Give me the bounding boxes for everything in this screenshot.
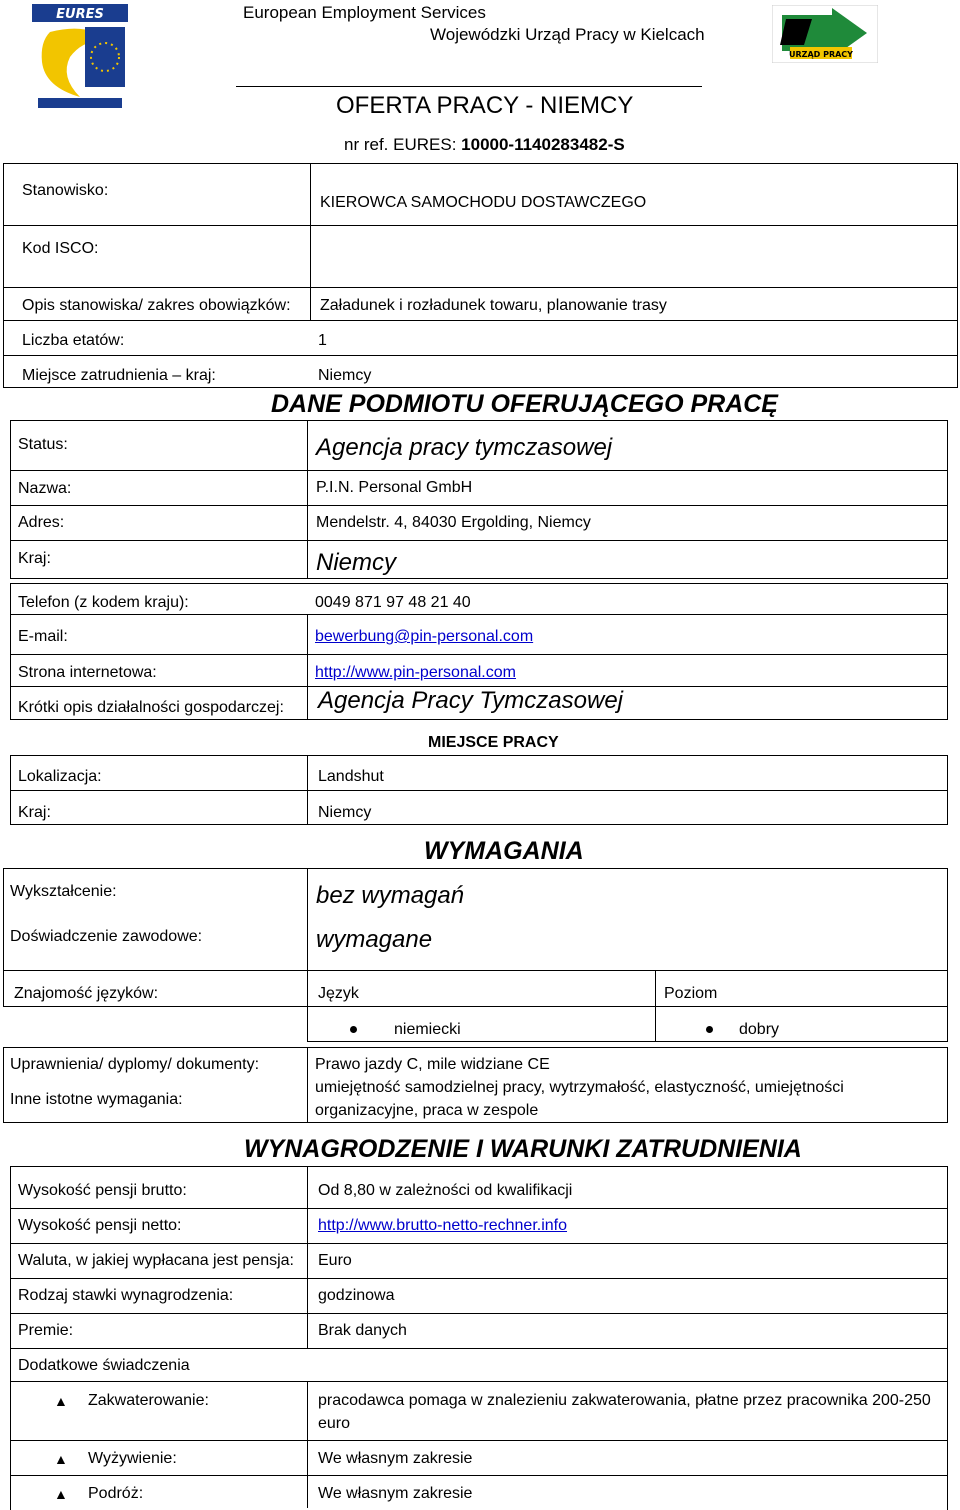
requirements-section-title: WYMAGANIA: [424, 837, 584, 865]
employer-section-title: DANE PODMIOTU OFERUJĄCEGO PRACĘ: [271, 390, 778, 418]
page-title: OFERTA PRACY - NIEMCY: [336, 92, 634, 119]
dodatkowe-label: Dodatkowe świadczenia: [18, 1357, 190, 1374]
brutto-label: Wysokość pensji brutto:: [18, 1182, 187, 1199]
svg-text:URZĄD PRACY: URZĄD PRACY: [789, 50, 853, 59]
uprawnienia-label: Uprawnienia/ dyplomy/ dokumenty:: [10, 1056, 260, 1073]
level-bullet: [706, 1026, 713, 1033]
jezyki-label: Znajomość języków:: [14, 985, 159, 1002]
language-name: niemiecki: [394, 1021, 461, 1038]
poziom-header: Poziom: [664, 985, 718, 1002]
kraj-value: Niemcy: [316, 549, 397, 576]
wyksztalcenie-label: Wykształcenie:: [10, 883, 117, 900]
stawka-label: Rodzaj stawki wynagrodzenia:: [18, 1287, 234, 1304]
inne-value-line2: organizacyjne, praca w zespole: [315, 1102, 539, 1119]
header-rule: [236, 86, 702, 87]
benefit-label: Wyżywienie:: [88, 1450, 177, 1467]
benefit-label: Podróż:: [88, 1485, 144, 1502]
miejsce-label: Miejsce zatrudnienia – kraj:: [22, 367, 216, 384]
svg-text:EURES: EURES: [56, 7, 104, 22]
benefit-label: Zakwaterowanie:: [88, 1392, 209, 1409]
benefit-value-line2: euro: [318, 1415, 351, 1432]
netto-label: Wysokość pensji netto:: [18, 1217, 182, 1234]
benefit-triangle-icon: ▲: [54, 1451, 68, 1467]
nazwa-value: P.I.N. Personal GmbH: [316, 479, 473, 496]
waluta-value: Euro: [318, 1252, 352, 1269]
etaty-label: Liczba etatów:: [22, 332, 125, 349]
workplace-kraj-label: Kraj:: [18, 804, 51, 821]
language-bullet: [350, 1026, 357, 1033]
lokalizacja-label: Lokalizacja:: [18, 768, 102, 785]
uprawnienia-value: Prawo jazdy C, mile widziane CE: [315, 1056, 550, 1073]
opis-stanowiska-label: Opis stanowiska/ zakres obowiązków:: [22, 297, 291, 314]
status-label: Status:: [18, 436, 68, 453]
lokalizacja-value: Landshut: [318, 768, 384, 785]
jezyk-header: Język: [318, 985, 359, 1002]
adres-label: Adres:: [18, 514, 65, 531]
workplace-section-title: MIEJSCE PRACY: [428, 734, 559, 751]
eures-logo: [30, 2, 130, 110]
stanowisko-label: Stanowisko:: [22, 182, 109, 199]
org-line-2: Wojewódzki Urząd Pracy w Kielcach: [430, 25, 705, 44]
benefit-value: pracodawca pomaga w znalezieniu zakwaterowania, płatne przez pracownika 200-250: [318, 1392, 931, 1409]
org-line-1: European Employment Services: [243, 3, 486, 22]
opis-dzialalnosci-label: Krótki opis działalności gospodarczej:: [18, 699, 284, 716]
opis-dzialalnosci-value: Agencja Pracy Tymczasowej: [318, 687, 623, 714]
inne-label: Inne istotne wymagania:: [10, 1091, 183, 1108]
www-label: Strona internetowa:: [18, 664, 157, 681]
ref-number: 10000-1140283482-S: [461, 135, 625, 154]
urzad-pracy-logo: [772, 5, 878, 63]
position-table-divider: [310, 163, 311, 320]
salary-section-title: WYNAGRODZENIE I WARUNKI ZATRUDNIENIA: [244, 1135, 802, 1163]
brutto-value: Od 8,80 w zależności od kwalifikacji: [318, 1182, 573, 1199]
workplace-kraj-value: Niemcy: [318, 804, 372, 821]
inne-value-line1: umiejętność samodzielnej pracy, wytrzymałość, elastyczność, umiejętności: [315, 1079, 844, 1096]
waluta-label: Waluta, w jakiej wypłacana jest pensja:: [18, 1252, 294, 1269]
premie-label: Premie:: [18, 1322, 74, 1339]
benefit-value: We własnym zakresie: [318, 1485, 473, 1502]
stawka-value: godzinowa: [318, 1287, 395, 1304]
doswiadczenie-label: Doświadczenie zawodowe:: [10, 928, 203, 945]
ref-line: [344, 135, 625, 155]
www-link[interactable]: http://www.pin-personal.com: [315, 664, 516, 681]
opis-stanowiska-value: Załadunek i rozładunek towaru, planowanie trasy: [320, 297, 667, 314]
status-value: Agencja pracy tymczasowej: [316, 434, 613, 461]
wyksztalcenie-value: bez wymagań: [316, 882, 465, 909]
telefon-label: Telefon (z kodem kraju):: [18, 594, 189, 611]
language-level: dobry: [739, 1021, 780, 1038]
adres-value: Mendelstr. 4, 84030 Ergolding, Niemcy: [316, 514, 591, 531]
benefit-value: We własnym zakresie: [318, 1450, 473, 1467]
benefit-triangle-icon: ▲: [54, 1393, 68, 1409]
telefon-value: 0049 871 97 48 21 40: [315, 594, 471, 611]
ref-prefix: nr ref. EURES:: [344, 135, 457, 154]
isco-label: Kod ISCO:: [22, 240, 99, 257]
requirements-table: [3, 868, 948, 971]
benefit-triangle-icon: ▲: [54, 1486, 68, 1502]
doswiadczenie-value: wymagane: [316, 926, 433, 953]
stanowisko-value: KIEROWCA SAMOCHODU DOSTAWCZEGO: [320, 194, 647, 211]
miejsce-value: Niemcy: [318, 367, 372, 384]
etaty-value: 1: [318, 332, 327, 349]
email-label: E-mail:: [18, 628, 68, 645]
netto-link[interactable]: http://www.brutto-netto-rechner.info: [318, 1217, 568, 1234]
nazwa-label: Nazwa:: [18, 480, 72, 497]
kraj-label: Kraj:: [18, 550, 51, 567]
premie-value: Brak danych: [318, 1322, 407, 1339]
email-link[interactable]: bewerbung@pin-personal.com: [315, 628, 534, 645]
